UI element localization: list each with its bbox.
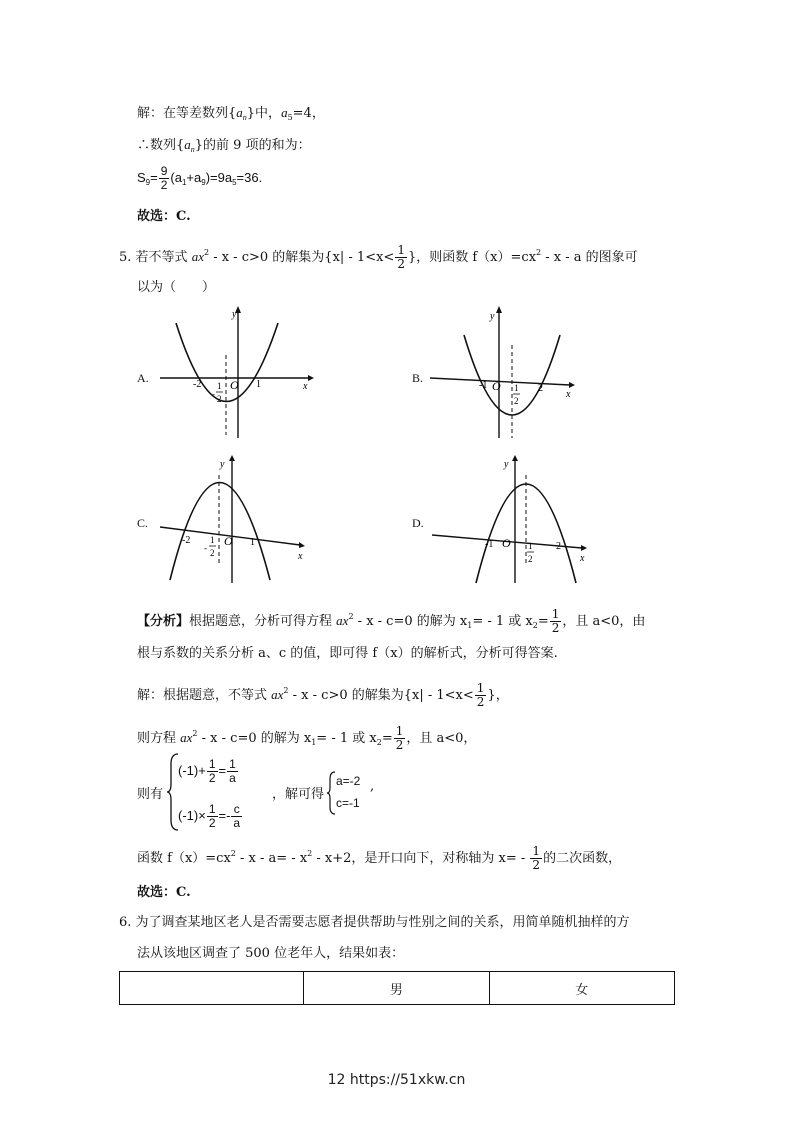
page-footer: 12 https://51xkw.cn: [327, 1072, 466, 1088]
parabola: [170, 483, 270, 581]
table-row: [120, 972, 675, 1005]
prev-solution-line1: 解：在等差数列$\{a_n\}$中，$a_5=4$，: [137, 105, 325, 122]
result-comma: ,: [370, 779, 375, 794]
q5-stem-line2: 以为（ ）: [137, 280, 216, 295]
tick-1: 1: [250, 537, 255, 548]
option-a-label: A.: [137, 371, 149, 385]
tick-half-num: 1: [528, 541, 533, 551]
origin-label: O: [230, 378, 239, 392]
x-label: x: [566, 389, 571, 400]
system-eq1: (-1)+ $\frac{1}{2}$ = $\frac{1}{a}$: [178, 757, 236, 785]
option-b-label: B.: [412, 371, 424, 385]
tick-neg1: -1: [485, 539, 494, 550]
table-cell-empty: [120, 972, 304, 1005]
x-arrow: [299, 542, 305, 548]
prev-solution-line3: $S_9=$ $\frac{9}{2}$ $(a_1+a_9)=9a_5=36$.: [137, 164, 263, 192]
table-cell-male: 男: [304, 972, 489, 1005]
result-c: c=-1: [336, 796, 360, 810]
tick-neg-sign: -: [204, 543, 207, 553]
analysis-line1: 【分析】根据题意，分析可得方程 $ax^2 - x - c=0$ 的解为 $x_1= - 1$ 或 $x_2=$ $\frac{1}{2}$ ，且 a<0，由: [137, 607, 646, 635]
y-arrow: [512, 455, 518, 461]
graph-d: [432, 455, 592, 585]
analysis-line2: 根与系数的关系分析 a、c 的值，即可得 f（x）的解析式，分析可得答案.: [137, 646, 558, 661]
tick-half-den: 2: [210, 548, 215, 558]
x-arrow: [569, 382, 575, 388]
x-label: x: [303, 381, 308, 392]
tick-neg2: -2: [193, 379, 202, 390]
tick-2: 2: [538, 383, 543, 394]
y-arrow: [496, 306, 502, 313]
tick-neg2: -2: [182, 535, 191, 546]
q6-stem-line2: 法从该地区调查了 500 位老年人，结果如表：: [137, 946, 405, 961]
solution-solve-text: ，解可得: [272, 787, 325, 802]
solution-answer: 故选：C.: [137, 885, 191, 900]
option-c-label: C.: [137, 516, 149, 530]
x-arrow: [581, 545, 587, 551]
origin-label: O: [502, 536, 511, 550]
tick-neg1: -1: [479, 380, 488, 391]
q5-stem-line1: 5. 若不等式 $ax^2 - x - c>0$ 的解集为{x| - 1<x< $\frac{1}{2}$ }，则函数 $f(x)=cx^2 - x - a$ 的图象可: [119, 243, 638, 271]
parabola: [176, 323, 278, 402]
graph-c: [160, 455, 310, 585]
solution-then-have: 则有: [137, 787, 164, 802]
tick-2: 2: [556, 541, 561, 552]
x-label: x: [580, 553, 585, 564]
q6-stem-line1: 6. 为了调查某地区老人是否需要志愿者提供帮助与性别之间的关系，用简单随机抽样的方: [119, 915, 630, 930]
prev-solution-line2: ∴数列$\{a_n\}$的前 9 项的和为：: [137, 137, 311, 154]
solution-line1: 解：根据题意，不等式 $ax^2 - x - c>0$ 的解集为{x| - 1<x< $\frac{1}{2}$ }，: [137, 681, 509, 709]
y-label: y: [232, 309, 237, 320]
tick-half-num: 1: [514, 383, 519, 393]
y-arrow: [229, 455, 235, 461]
graph-a: [160, 305, 315, 440]
tick-neg-sign: -: [212, 389, 215, 399]
tick-half-den: 2: [217, 394, 222, 404]
y-label: y: [490, 311, 495, 322]
tick-half-num: 1: [210, 535, 215, 545]
survey-table: [119, 971, 675, 1005]
graph-b: [430, 305, 585, 440]
table-cell-female: 女: [489, 972, 674, 1005]
origin-label: O: [492, 379, 501, 393]
x-arrow: [308, 375, 314, 381]
tick-half-den: 2: [528, 554, 533, 564]
origin-label: O: [224, 534, 233, 548]
y-label: y: [504, 459, 509, 470]
prev-answer: 故选：C.: [137, 209, 191, 224]
solution-line4: 函数 $f(x)=cx^2 - x - a= - x^2 - x+2$，是开口向下，对称轴为 x= - $\frac{1}{2}$ 的二次函数，: [137, 844, 622, 872]
tick-1: 1: [256, 379, 261, 390]
solution-line2: 则方程 $ax^2 - x - c=0$ 的解为 $x_1= - 1$ 或 $x_2=$ $\frac{1}{2}$ ，且 a<0，: [137, 724, 477, 752]
tick-half-den: 2: [514, 396, 519, 406]
tick-half-num: 1: [217, 381, 222, 391]
system-eq2: (-1)× $\frac{1}{2}$ =- $\frac{c}{a}$: [178, 802, 241, 830]
result-a: a=-2: [336, 774, 361, 788]
option-d-label: D.: [412, 516, 424, 530]
x-label: x: [298, 551, 303, 562]
y-label: y: [220, 459, 225, 470]
result-brace: [326, 770, 336, 816]
